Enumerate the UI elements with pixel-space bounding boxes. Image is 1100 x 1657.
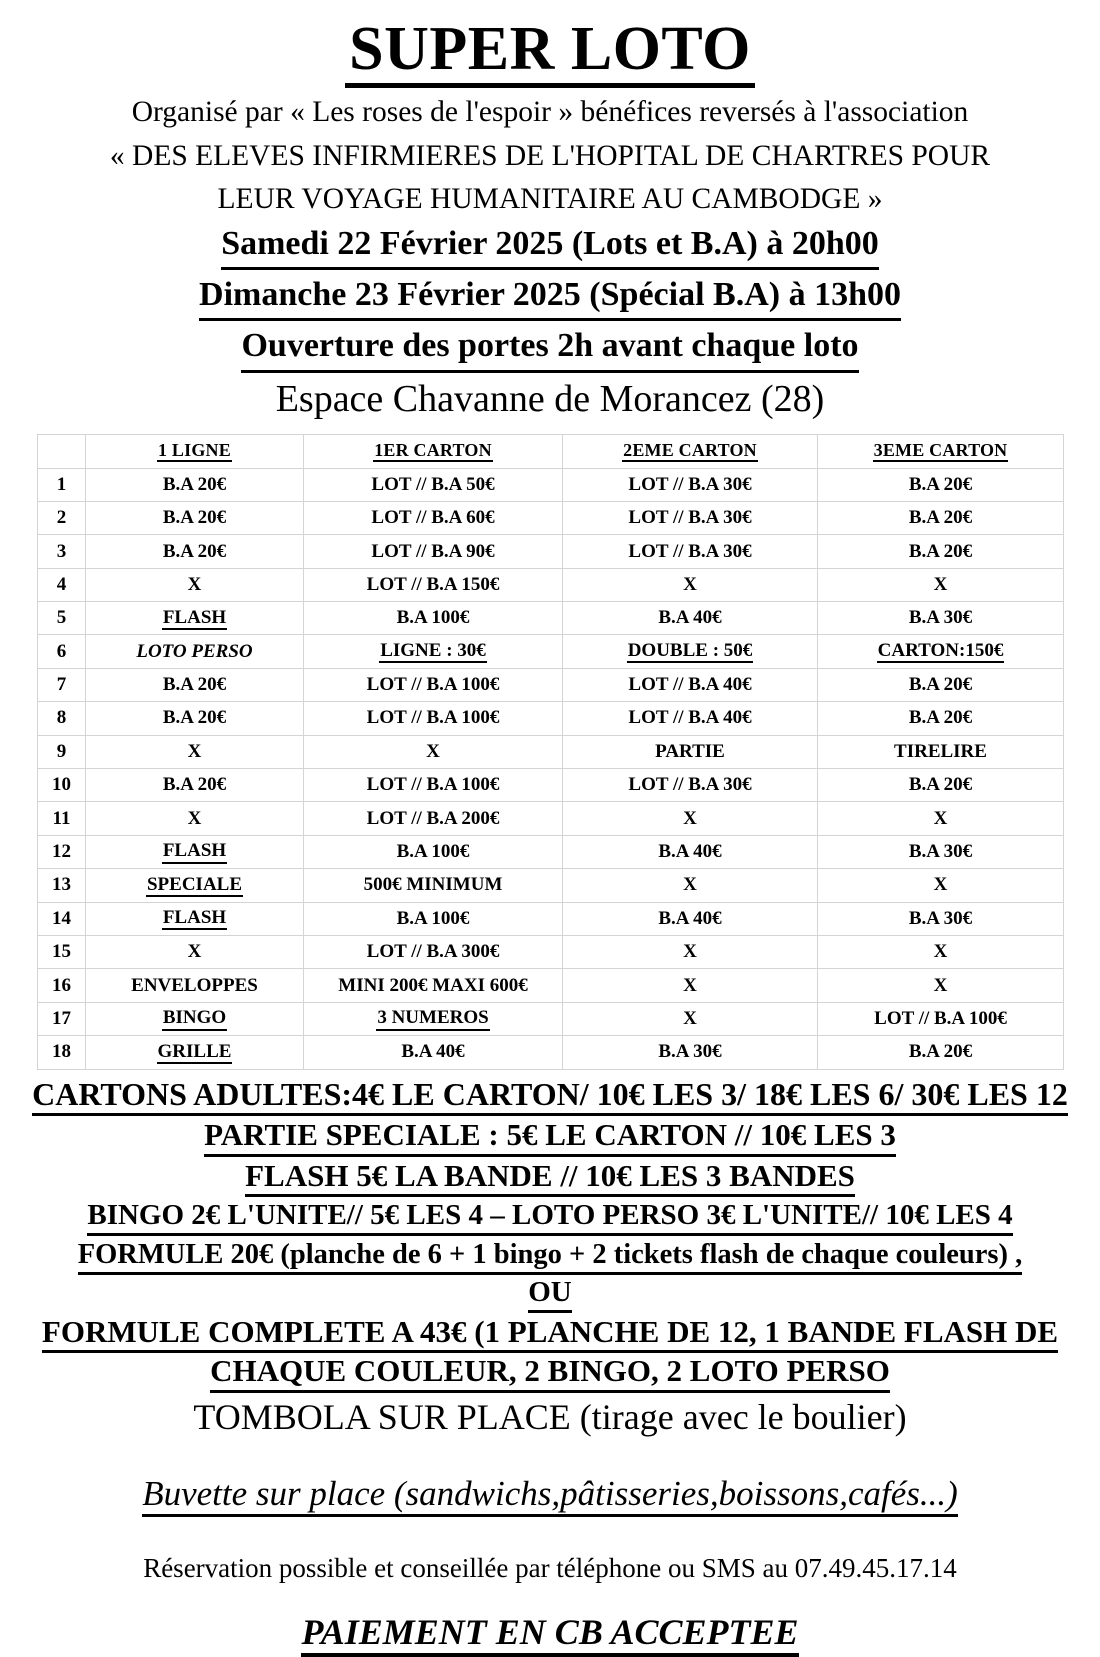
cell-1er-carton: LOT // B.A 100€ bbox=[304, 668, 563, 701]
prize-table bbox=[37, 434, 1064, 1069]
cell-3eme-carton: B.A 20€ bbox=[818, 468, 1064, 501]
cell-3eme-carton: X bbox=[818, 568, 1064, 601]
row-index: 10 bbox=[38, 769, 86, 802]
cell-2eme-carton: B.A 40€ bbox=[563, 835, 818, 868]
cell-3eme-carton: B.A 20€ bbox=[818, 1036, 1064, 1069]
organizer-line: Organisé par « Les roses de l'espoir » bénéfices reversés à l'association bbox=[131, 96, 969, 129]
cell-3eme-carton: LOT // B.A 100€ bbox=[818, 1002, 1064, 1035]
row-index: 7 bbox=[38, 668, 86, 701]
beneficiary-line-1: « DES ELEVES INFIRMIERES DE L'HOPITAL DE CHARTRES POUR bbox=[109, 139, 991, 172]
cell-1-ligne: GRILLE bbox=[86, 1036, 304, 1069]
cell-1er-carton: LOT // B.A 60€ bbox=[304, 501, 563, 534]
table-row bbox=[38, 1002, 1064, 1035]
cell-1-ligne: FLASH bbox=[86, 835, 304, 868]
row-index: 8 bbox=[38, 702, 86, 735]
cell-1er-carton: LOT // B.A 300€ bbox=[304, 936, 563, 969]
cell-1-ligne: B.A 20€ bbox=[86, 501, 304, 534]
cell-3eme-carton: X bbox=[818, 802, 1064, 835]
table-header-row bbox=[38, 435, 1064, 468]
cell-1er-carton: LOT // B.A 90€ bbox=[304, 535, 563, 568]
row-index: 16 bbox=[38, 969, 86, 1002]
col-header-index bbox=[38, 435, 86, 468]
cell-2eme-carton: LOT // B.A 30€ bbox=[563, 468, 818, 501]
table-row bbox=[38, 535, 1064, 568]
doors-opening-text: Ouverture des portes 2h avant chaque loto bbox=[241, 323, 858, 372]
row-index: 1 bbox=[38, 468, 86, 501]
cell-3eme-carton: B.A 20€ bbox=[818, 702, 1064, 735]
table-row bbox=[38, 936, 1064, 969]
col-header-1er-carton: 1ER CARTON bbox=[304, 435, 563, 468]
date-saturday bbox=[0, 221, 1100, 270]
cell-2eme-carton: DOUBLE : 50€ bbox=[563, 635, 818, 668]
cell-1er-carton: B.A 100€ bbox=[304, 835, 563, 868]
date-sunday-text: Dimanche 23 Février 2025 (Spécial B.A) à 13h00 bbox=[199, 272, 901, 321]
cell-2eme-carton: LOT // B.A 30€ bbox=[563, 769, 818, 802]
table-row bbox=[38, 702, 1064, 735]
row-index: 15 bbox=[38, 936, 86, 969]
cell-1er-carton: LOT // B.A 100€ bbox=[304, 702, 563, 735]
cell-2eme-carton: X bbox=[563, 936, 818, 969]
table-row bbox=[38, 802, 1064, 835]
row-index: 5 bbox=[38, 602, 86, 635]
cell-1-ligne: B.A 20€ bbox=[86, 769, 304, 802]
cell-1-ligne: B.A 20€ bbox=[86, 702, 304, 735]
cell-2eme-carton: X bbox=[563, 568, 818, 601]
cell-1-ligne: BINGO bbox=[86, 1002, 304, 1035]
pricing-formule-complete-line-1: FORMULE COMPLETE A 43€ (1 PLANCHE DE 12, 1 BANDE FLASH DE bbox=[0, 1314, 1100, 1354]
row-index: 9 bbox=[38, 735, 86, 768]
row-index: 17 bbox=[38, 1002, 86, 1035]
tombola-line: TOMBOLA SUR PLACE (tirage avec le boulier) bbox=[193, 1396, 907, 1437]
cell-3eme-carton: B.A 30€ bbox=[818, 902, 1064, 935]
col-header-1-ligne: 1 LIGNE bbox=[86, 435, 304, 468]
table-row bbox=[38, 568, 1064, 601]
cell-3eme-carton: TIRELIRE bbox=[818, 735, 1064, 768]
cell-1-ligne: B.A 20€ bbox=[86, 535, 304, 568]
table-row bbox=[38, 902, 1064, 935]
cell-3eme-carton: B.A 30€ bbox=[818, 602, 1064, 635]
date-saturday-text: Samedi 22 Février 2025 (Lots et B.A) à 20h00 bbox=[221, 221, 879, 270]
cell-1-ligne: B.A 20€ bbox=[86, 468, 304, 501]
cell-3eme-carton: B.A 30€ bbox=[818, 835, 1064, 868]
cell-1er-carton: 500€ MINIMUM bbox=[304, 869, 563, 902]
pricing-flash: FLASH 5€ LA BANDE // 10€ LES 3 BANDES bbox=[0, 1158, 1100, 1198]
cell-1er-carton: B.A 100€ bbox=[304, 902, 563, 935]
cell-1er-carton: X bbox=[304, 735, 563, 768]
row-index: 6 bbox=[38, 635, 86, 668]
cell-1-ligne: ENVELOPPES bbox=[86, 969, 304, 1002]
table-row bbox=[38, 869, 1064, 902]
col-header-2eme-carton: 2EME CARTON bbox=[563, 435, 818, 468]
pricing-bingo-loto-perso: BINGO 2€ L'UNITE// 5€ LES 4 – LOTO PERSO 3€ L'UNITE// 10€ LES 4 bbox=[0, 1198, 1100, 1235]
cell-1-ligne: FLASH bbox=[86, 602, 304, 635]
table-row bbox=[38, 1036, 1064, 1069]
cell-3eme-carton: X bbox=[818, 936, 1064, 969]
pricing-formule-20: FORMULE 20€ (planche de 6 + 1 bingo + 2 tickets flash de chaque couleurs) , bbox=[0, 1238, 1100, 1275]
page-title-text: SUPER LOTO bbox=[345, 18, 755, 88]
payment-line: PAIEMENT EN CB ACCEPTEE bbox=[0, 1612, 1100, 1657]
cell-1-ligne: X bbox=[86, 568, 304, 601]
row-index: 2 bbox=[38, 501, 86, 534]
prize-table-wrapper bbox=[37, 434, 1063, 1069]
cell-2eme-carton: LOT // B.A 30€ bbox=[563, 501, 818, 534]
table-row bbox=[38, 769, 1064, 802]
cell-2eme-carton: X bbox=[563, 969, 818, 1002]
pricing-cartons-adultes: CARTONS ADULTES:4€ LE CARTON/ 10€ LES 3/ 18€ LES 6/ 30€ LES 12 bbox=[0, 1076, 1100, 1117]
table-row bbox=[38, 501, 1064, 534]
cell-3eme-carton: B.A 20€ bbox=[818, 769, 1064, 802]
cell-2eme-carton: LOT // B.A 40€ bbox=[563, 668, 818, 701]
cell-2eme-carton: X bbox=[563, 1002, 818, 1035]
cell-3eme-carton: X bbox=[818, 869, 1064, 902]
row-index: 18 bbox=[38, 1036, 86, 1069]
row-index: 4 bbox=[38, 568, 86, 601]
beneficiary-line-2: LEUR VOYAGE HUMANITAIRE AU CAMBODGE » bbox=[217, 183, 883, 216]
row-index: 3 bbox=[38, 535, 86, 568]
cell-1er-carton: 3 NUMEROS bbox=[304, 1002, 563, 1035]
pricing-ou: OU bbox=[0, 1275, 1100, 1313]
cell-2eme-carton: LOT // B.A 40€ bbox=[563, 702, 818, 735]
pricing-formule-complete-line-2: CHAQUE COULEUR, 2 BINGO, 2 LOTO PERSO bbox=[0, 1353, 1100, 1393]
cell-1er-carton: B.A 100€ bbox=[304, 602, 563, 635]
date-sunday bbox=[0, 272, 1100, 321]
cell-2eme-carton: LOT // B.A 30€ bbox=[563, 535, 818, 568]
table-row bbox=[38, 602, 1064, 635]
cell-1er-carton: LOT // B.A 50€ bbox=[304, 468, 563, 501]
cell-1-ligne: X bbox=[86, 936, 304, 969]
cell-3eme-carton: B.A 20€ bbox=[818, 501, 1064, 534]
cell-2eme-carton: B.A 40€ bbox=[563, 902, 818, 935]
prize-table-body bbox=[38, 468, 1064, 1069]
table-row bbox=[38, 835, 1064, 868]
pricing-partie-speciale: PARTIE SPECIALE : 5€ LE CARTON // 10€ LES 3 bbox=[0, 1117, 1100, 1157]
cell-3eme-carton: X bbox=[818, 969, 1064, 1002]
buvette-line: Buvette sur place (sandwichs,pâtisseries,boissons,cafés...) bbox=[0, 1474, 1100, 1517]
table-row bbox=[38, 635, 1064, 668]
table-row bbox=[38, 969, 1064, 1002]
cell-1-ligne: SPECIALE bbox=[86, 869, 304, 902]
cell-1er-carton: MINI 200€ MAXI 600€ bbox=[304, 969, 563, 1002]
cell-1er-carton: LOT // B.A 200€ bbox=[304, 802, 563, 835]
cell-2eme-carton: X bbox=[563, 802, 818, 835]
row-index: 14 bbox=[38, 902, 86, 935]
cell-1-ligne: X bbox=[86, 735, 304, 768]
cell-2eme-carton: B.A 30€ bbox=[563, 1036, 818, 1069]
col-header-3eme-carton: 3EME CARTON bbox=[818, 435, 1064, 468]
cell-3eme-carton: B.A 20€ bbox=[818, 535, 1064, 568]
reservation-line: Réservation possible et conseillée par téléphone ou SMS au 07.49.45.17.14 bbox=[143, 1553, 957, 1584]
poster-page bbox=[0, 15, 1100, 1652]
cell-1-ligne: X bbox=[86, 802, 304, 835]
table-row bbox=[38, 468, 1064, 501]
venue-line: Espace Chavanne de Morancez (28) bbox=[275, 377, 825, 420]
cell-3eme-carton: B.A 20€ bbox=[818, 668, 1064, 701]
cell-1-ligne: LOTO PERSO bbox=[86, 635, 304, 668]
table-row bbox=[38, 735, 1064, 768]
page-title bbox=[0, 15, 1100, 88]
cell-1-ligne: B.A 20€ bbox=[86, 668, 304, 701]
cell-2eme-carton: PARTIE bbox=[563, 735, 818, 768]
cell-3eme-carton: CARTON:150€ bbox=[818, 635, 1064, 668]
table-row bbox=[38, 668, 1064, 701]
doors-opening bbox=[0, 323, 1100, 372]
cell-1-ligne: FLASH bbox=[86, 902, 304, 935]
row-index: 13 bbox=[38, 869, 86, 902]
row-index: 12 bbox=[38, 835, 86, 868]
row-index: 11 bbox=[38, 802, 86, 835]
cell-1er-carton: LOT // B.A 150€ bbox=[304, 568, 563, 601]
cell-2eme-carton: X bbox=[563, 869, 818, 902]
cell-1er-carton: B.A 40€ bbox=[304, 1036, 563, 1069]
cell-1er-carton: LOT // B.A 100€ bbox=[304, 769, 563, 802]
cell-1er-carton: LIGNE : 30€ bbox=[304, 635, 563, 668]
cell-2eme-carton: B.A 40€ bbox=[563, 602, 818, 635]
